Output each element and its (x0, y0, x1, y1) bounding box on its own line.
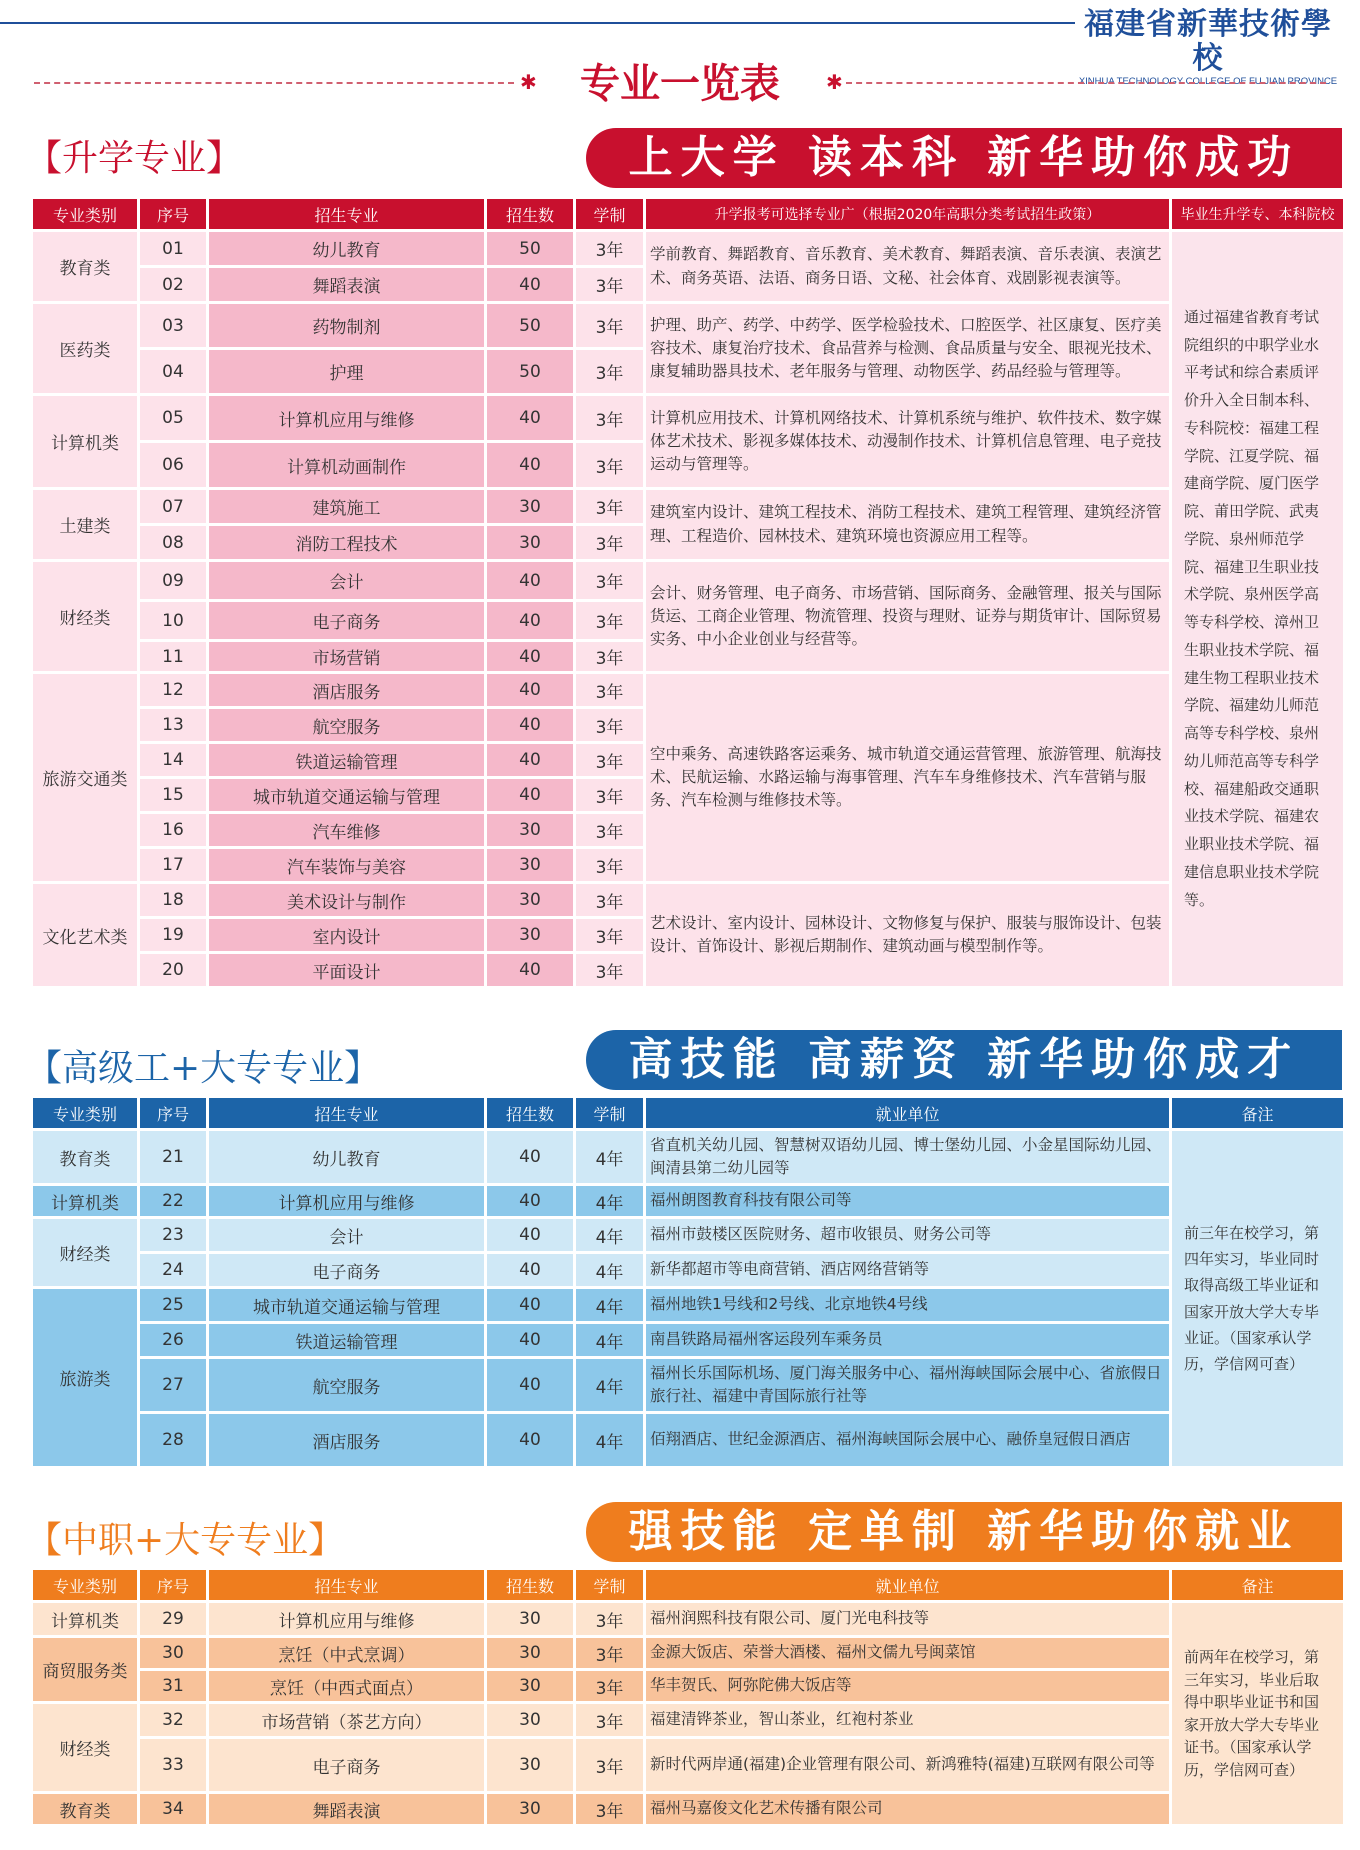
star-icon: ✱ (826, 70, 843, 94)
category-cell: 财经类 (33, 1219, 137, 1286)
col-header: 学制 (576, 1098, 643, 1128)
employer-cell: 新时代两岸通(福建)企业管理有限公司、新鸿雅特(福建)互联网有限公司等 (646, 1739, 1169, 1791)
length-cell: 3年 (576, 849, 643, 881)
no-cell: 07 (140, 490, 206, 523)
table-row (33, 1794, 1343, 1824)
title-divider-left (34, 82, 514, 84)
no-cell: 26 (140, 1324, 206, 1356)
section-slogan-senior: 高技能 高薪资 新华助你成才 (586, 1030, 1342, 1090)
table-row (33, 1638, 1343, 1668)
category-cell: 商贸服务类 (33, 1638, 137, 1701)
length-cell: 4年 (576, 1359, 643, 1411)
senior-table (30, 1095, 1346, 1469)
no-cell: 34 (140, 1794, 206, 1824)
col-header: 序号 (140, 1098, 206, 1128)
count-cell: 40 (487, 1131, 573, 1183)
count-cell: 40 (487, 1359, 573, 1411)
no-cell: 06 (140, 443, 206, 487)
length-cell: 3年 (576, 642, 643, 671)
senior-note: 前三年在校学习，第四年实习，毕业同时取得高级工毕业证和国家开放大学大专毕业证。（国家承认学历，学信网可查） (1172, 1131, 1343, 1466)
table-row (33, 1359, 1343, 1411)
count-cell: 40 (487, 268, 573, 301)
logo-en: XINHUA TECHNOLOGY COLLEGE OF FU JIAN PROVINCE (1078, 76, 1338, 87)
length-cell: 4年 (576, 1289, 643, 1321)
major-cell: 铁道运输管理 (209, 1324, 484, 1356)
major-cell: 计算机应用与维修 (209, 1603, 484, 1635)
length-cell: 3年 (576, 744, 643, 776)
length-cell: 3年 (576, 350, 643, 393)
length-cell: 3年 (576, 304, 643, 347)
length-cell: 4年 (576, 1254, 643, 1286)
no-cell: 13 (140, 709, 206, 741)
length-cell: 3年 (576, 954, 643, 986)
no-cell: 03 (140, 304, 206, 347)
count-cell: 40 (487, 1324, 573, 1356)
count-cell: 30 (487, 490, 573, 523)
category-cell: 教育类 (33, 1131, 137, 1183)
table-row (33, 304, 1343, 347)
length-cell: 4年 (576, 1414, 643, 1466)
major-cell: 市场营销（茶艺方向） (209, 1704, 484, 1736)
no-cell: 27 (140, 1359, 206, 1411)
major-cell: 舞蹈表演 (209, 268, 484, 301)
count-cell: 40 (487, 396, 573, 440)
col-header: 招生数 (487, 1098, 573, 1128)
count-cell: 50 (487, 304, 573, 347)
major-cell: 计算机应用与维修 (209, 1186, 484, 1216)
count-cell: 40 (487, 744, 573, 776)
no-cell: 10 (140, 602, 206, 639)
upgrade-majors-cell: 建筑室内设计、建筑工程技术、消防工程技术、建筑工程管理、建筑经济管理、工程造价、园林技术、建筑环境也资源应用工程等。 (646, 490, 1169, 559)
employer-cell: 福州朗图教育科技有限公司等 (646, 1186, 1169, 1216)
no-cell: 01 (140, 232, 206, 265)
count-cell: 40 (487, 642, 573, 671)
title-divider-right (846, 82, 1326, 84)
length-cell: 3年 (576, 814, 643, 846)
major-cell: 航空服务 (209, 709, 484, 741)
employer-cell: 福建清铧茶业，智山茶业，红袍村茶业 (646, 1704, 1169, 1736)
count-cell: 40 (487, 1414, 573, 1466)
table-header-row (33, 1570, 1343, 1600)
no-cell: 30 (140, 1638, 206, 1668)
col-header: 招生专业 (209, 1570, 484, 1600)
major-cell: 酒店服务 (209, 674, 484, 706)
major-cell: 烹饪（中式烹调） (209, 1638, 484, 1668)
category-cell: 土建类 (33, 490, 137, 559)
no-cell: 17 (140, 849, 206, 881)
no-cell: 09 (140, 562, 206, 599)
table-row (33, 1603, 1343, 1635)
major-cell: 电子商务 (209, 1739, 484, 1791)
category-cell: 计算机类 (33, 396, 137, 487)
category-cell: 医药类 (33, 304, 137, 393)
employer-cell: 福州润熙科技有限公司、厦门光电科技等 (646, 1603, 1169, 1635)
no-cell: 29 (140, 1603, 206, 1635)
col-header: 招生数 (487, 1570, 573, 1600)
no-cell: 31 (140, 1671, 206, 1701)
length-cell: 4年 (576, 1131, 643, 1183)
length-cell: 3年 (576, 1603, 643, 1635)
employer-cell: 省直机关幼儿园、智慧树双语幼儿园、博士堡幼儿园、小金星国际幼儿园、闽清县第二幼儿园等 (646, 1131, 1169, 1183)
logo-cn: 福建省新華技術學校 (1084, 7, 1332, 76)
count-cell: 40 (487, 779, 573, 811)
col-header: 升学报考可选择专业广（根据2020年高职分类考试招生政策） (646, 199, 1169, 229)
length-cell: 3年 (576, 779, 643, 811)
table-row (33, 1254, 1343, 1286)
col-header: 毕业生升学专、本科院校 (1172, 199, 1343, 229)
col-header: 备注 (1172, 1570, 1343, 1600)
no-cell: 28 (140, 1414, 206, 1466)
count-cell: 50 (487, 350, 573, 393)
category-cell: 财经类 (33, 562, 137, 671)
col-header: 序号 (140, 199, 206, 229)
col-header: 就业单位 (646, 1570, 1169, 1600)
length-cell: 3年 (576, 526, 643, 559)
upgrade-majors-cell: 空中乘务、高速铁路客运乘务、城市轨道交通运营管理、旅游管理、航海技术、民航运输、水路运输与海事管理、汽车车身维修技术、汽车营销与服务、汽车检测与维修技术等。 (646, 674, 1169, 881)
table-row (33, 1289, 1343, 1321)
count-cell: 40 (487, 562, 573, 599)
no-cell: 22 (140, 1186, 206, 1216)
major-cell: 汽车装饰与美容 (209, 849, 484, 881)
count-cell: 40 (487, 709, 573, 741)
major-cell: 舞蹈表演 (209, 1794, 484, 1824)
no-cell: 02 (140, 268, 206, 301)
employer-cell: 新华都超市等电商营销、酒店网络营销等 (646, 1254, 1169, 1286)
length-cell: 3年 (576, 490, 643, 523)
no-cell: 05 (140, 396, 206, 440)
major-cell: 幼儿教育 (209, 1131, 484, 1183)
no-cell: 32 (140, 1704, 206, 1736)
count-cell: 30 (487, 814, 573, 846)
no-cell: 19 (140, 919, 206, 951)
length-cell: 3年 (576, 919, 643, 951)
count-cell: 30 (487, 526, 573, 559)
category-cell: 旅游类 (33, 1289, 137, 1466)
vocational-note: 前两年在校学习，第三年实习，毕业后取得中职毕业证书和国家开放大学大专毕业证书。（国家承认学历，学信网可查） (1172, 1603, 1343, 1824)
top-rule (0, 22, 1075, 24)
employer-cell: 福州地铁1号线和2号线、北京地铁4号线 (646, 1289, 1169, 1321)
section-heading-vocational: 【中职+大专专业】 (26, 1520, 345, 1561)
major-cell: 平面设计 (209, 954, 484, 986)
upgrade-table (30, 196, 1346, 989)
upgrade-majors-cell: 会计、财务管理、电子商务、市场营销、国际商务、金融管理、报关与国际货运、工商企业管理、物流管理、投资与理财、证券与期货审计、国际贸易实务、中小企业创业与经营等。 (646, 562, 1169, 671)
col-header: 招生数 (487, 199, 573, 229)
no-cell: 33 (140, 1739, 206, 1791)
no-cell: 12 (140, 674, 206, 706)
category-cell: 计算机类 (33, 1186, 137, 1216)
major-cell: 市场营销 (209, 642, 484, 671)
count-cell: 40 (487, 1289, 573, 1321)
page-title: 专业一览表 (580, 60, 780, 107)
table-row (33, 1186, 1343, 1216)
major-cell: 电子商务 (209, 1254, 484, 1286)
col-header: 备注 (1172, 1098, 1343, 1128)
count-cell: 40 (487, 674, 573, 706)
col-header: 专业类别 (33, 1570, 137, 1600)
table-row (33, 396, 1343, 440)
length-cell: 3年 (576, 884, 643, 916)
length-cell: 3年 (576, 562, 643, 599)
major-cell: 美术设计与制作 (209, 884, 484, 916)
col-header: 招生专业 (209, 1098, 484, 1128)
table-header-row (33, 199, 1343, 229)
no-cell: 15 (140, 779, 206, 811)
no-cell: 14 (140, 744, 206, 776)
no-cell: 04 (140, 350, 206, 393)
table-row (33, 1414, 1343, 1466)
count-cell: 30 (487, 884, 573, 916)
length-cell: 3年 (576, 396, 643, 440)
col-header: 招生专业 (209, 199, 484, 229)
major-cell: 城市轨道交通运输与管理 (209, 779, 484, 811)
employer-cell: 福州马嘉俊文化艺术传播有限公司 (646, 1794, 1169, 1824)
upgrade-majors-cell: 计算机应用技术、计算机网络技术、计算机系统与维护、软件技术、数字媒体艺术技术、影视多媒体技术、动漫制作技术、计算机信息管理、电子竞技运动与管理等。 (646, 396, 1169, 487)
employer-cell: 佰翔酒店、世纪金源酒店、福州海峡国际会展中心、融侨皇冠假日酒店 (646, 1414, 1169, 1466)
upgrade-majors-cell: 艺术设计、室内设计、园林设计、文物修复与保护、服装与服饰设计、包装设计、首饰设计、影视后期制作、建筑动画与模型制作等。 (646, 884, 1169, 986)
major-cell: 航空服务 (209, 1359, 484, 1411)
employer-cell: 福州市鼓楼区医院财务、超市收银员、财务公司等 (646, 1219, 1169, 1251)
length-cell: 3年 (576, 602, 643, 639)
section-heading-senior: 【高级工+大专专业】 (26, 1048, 381, 1089)
employer-cell: 金源大饭店、荣誉大酒楼、福州文儒九号闽菜馆 (646, 1638, 1169, 1668)
section-slogan-upgrade: 上大学 读本科 新华助你成功 (586, 128, 1342, 188)
no-cell: 23 (140, 1219, 206, 1251)
major-cell: 电子商务 (209, 602, 484, 639)
table-header-row (33, 1098, 1343, 1128)
length-cell: 3年 (576, 268, 643, 301)
vocational-table (30, 1567, 1346, 1827)
category-cell: 教育类 (33, 1794, 137, 1824)
col-header: 学制 (576, 199, 643, 229)
count-cell: 50 (487, 232, 573, 265)
count-cell: 30 (487, 1638, 573, 1668)
major-cell: 建筑施工 (209, 490, 484, 523)
table-row (33, 1219, 1343, 1251)
no-cell: 20 (140, 954, 206, 986)
major-cell: 护理 (209, 350, 484, 393)
table-row (33, 1671, 1343, 1701)
no-cell: 25 (140, 1289, 206, 1321)
major-cell: 铁道运输管理 (209, 744, 484, 776)
major-cell: 计算机动画制作 (209, 443, 484, 487)
employer-cell: 南昌铁路局福州客运段列车乘务员 (646, 1324, 1169, 1356)
table-row (33, 1739, 1343, 1791)
count-cell: 40 (487, 954, 573, 986)
colleges-note: 通过福建省教育考试院组织的中职学业水平考试和综合素质评价升入全日制本科、专科院校：福建工程学院、江夏学院、福建商学院、厦门医学院、莆田学院、武夷学院、泉州师范学院、福建卫生职业技术学院、泉州医学高等专科学校、漳州卫生职业技术学院、福建生物工程职业技术学院、福建幼儿师范高等专科学校、泉州幼儿师范高等专科学校、福建船政交通职业技术学院、福建农业职业技术学院、福建信息职业技术学院等。 (1172, 232, 1343, 986)
category-cell: 计算机类 (33, 1603, 137, 1635)
length-cell: 3年 (576, 443, 643, 487)
major-cell: 酒店服务 (209, 1414, 484, 1466)
count-cell: 40 (487, 1186, 573, 1216)
length-cell: 3年 (576, 232, 643, 265)
table-row (33, 490, 1343, 523)
section-heading-upgrade: 【升学专业】 (26, 138, 243, 179)
length-cell: 3年 (576, 1671, 643, 1701)
count-cell: 30 (487, 1671, 573, 1701)
major-cell: 计算机应用与维修 (209, 396, 484, 440)
section-slogan-vocational: 强技能 定单制 新华助你就业 (586, 1502, 1342, 1562)
star-icon: ✱ (520, 70, 537, 94)
table-row (33, 232, 1343, 265)
col-header: 专业类别 (33, 1098, 137, 1128)
count-cell: 30 (487, 1794, 573, 1824)
upgrade-majors-cell: 护理、助产、药学、中药学、医学检验技术、口腔医学、社区康复、医疗美容技术、康复治疗技术、食品营养与检测、食品质量与安全、眼视光技术、康复辅助器具技术、老年服务与管理、动物医学、药品经验与管理等。 (646, 304, 1169, 393)
employer-cell: 华丰贺氏、阿弥陀佛大饭店等 (646, 1671, 1169, 1701)
major-cell: 城市轨道交通运输与管理 (209, 1289, 484, 1321)
table-row (33, 674, 1343, 706)
length-cell: 3年 (576, 1739, 643, 1791)
major-cell: 药物制剂 (209, 304, 484, 347)
upgrade-majors-cell: 学前教育、舞蹈教育、音乐教育、美术教育、舞蹈表演、音乐表演、表演艺术、商务英语、法语、商务日语、文秘、社会体育、戏剧影视表演等。 (646, 232, 1169, 301)
no-cell: 18 (140, 884, 206, 916)
category-cell: 文化艺术类 (33, 884, 137, 986)
col-header: 专业类别 (33, 199, 137, 229)
col-header: 学制 (576, 1570, 643, 1600)
major-cell: 烹饪（中西式面点） (209, 1671, 484, 1701)
length-cell: 4年 (576, 1219, 643, 1251)
no-cell: 08 (140, 526, 206, 559)
no-cell: 24 (140, 1254, 206, 1286)
major-cell: 消防工程技术 (209, 526, 484, 559)
count-cell: 40 (487, 1254, 573, 1286)
count-cell: 30 (487, 1704, 573, 1736)
employer-cell: 福州长乐国际机场、厦门海关服务中心、福州海峡国际会展中心、省旅假日旅行社、福建中青国际旅行社等 (646, 1359, 1169, 1411)
table-row (33, 884, 1343, 916)
category-cell: 教育类 (33, 232, 137, 301)
table-row (33, 1324, 1343, 1356)
category-cell: 旅游交通类 (33, 674, 137, 881)
count-cell: 40 (487, 1219, 573, 1251)
count-cell: 30 (487, 919, 573, 951)
category-cell: 财经类 (33, 1704, 137, 1791)
count-cell: 40 (487, 443, 573, 487)
count-cell: 30 (487, 849, 573, 881)
count-cell: 30 (487, 1739, 573, 1791)
length-cell: 4年 (576, 1186, 643, 1216)
col-header: 序号 (140, 1570, 206, 1600)
table-row (33, 1704, 1343, 1736)
col-header: 就业单位 (646, 1098, 1169, 1128)
count-cell: 40 (487, 602, 573, 639)
no-cell: 21 (140, 1131, 206, 1183)
major-cell: 会计 (209, 1219, 484, 1251)
major-cell: 会计 (209, 562, 484, 599)
length-cell: 3年 (576, 674, 643, 706)
table-row (33, 562, 1343, 599)
no-cell: 16 (140, 814, 206, 846)
table-row (33, 1131, 1343, 1183)
major-cell: 幼儿教育 (209, 232, 484, 265)
major-cell: 汽车维修 (209, 814, 484, 846)
length-cell: 4年 (576, 1324, 643, 1356)
length-cell: 3年 (576, 1704, 643, 1736)
length-cell: 3年 (576, 1794, 643, 1824)
length-cell: 3年 (576, 1638, 643, 1668)
count-cell: 30 (487, 1603, 573, 1635)
major-cell: 室内设计 (209, 919, 484, 951)
page-title-wrap (0, 52, 1360, 109)
length-cell: 3年 (576, 709, 643, 741)
no-cell: 11 (140, 642, 206, 671)
